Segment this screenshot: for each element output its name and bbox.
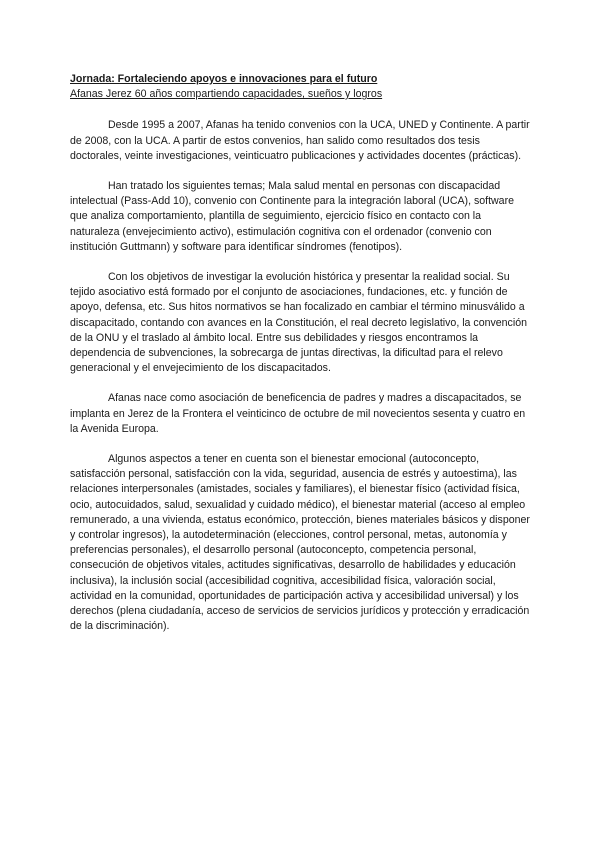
document-subtitle: Afanas Jerez 60 años compartiendo capacidades, sueños y logros xyxy=(70,88,383,101)
paragraph-objetivos: Con los objetivos de investigar la evolución histórica y presentar la realidad social. Su tejido asociativo está formado por el conjunto de asociaciones, fundaciones, etc. y función de apoyo, defensa, etc. Sus hitos normativos se han focalizado en cambiar el término minusválido a discapacitado, contando con avances en la Constitución, el real decreto legislativo, la convención de la ONU y el traslado al ámbito local. Entre sus debilidades y riesgos encontramos la dependencia de subvenciones, la sobrecarga de juntas directivas, la dificultad para el relevo generacional y el envejecimiento de los discapacitados. xyxy=(70,271,527,375)
document-title: Jornada: Fortaleciendo apoyos e innovaciones para el futuro xyxy=(70,73,378,85)
paragraph-aspectos: Algunos aspectos a tener en cuenta son el bienestar emocional (autoconcepto, satisfacción personal, satisfacción con la vida, seguridad, ausencia de estrés y autoestima), las relaciones interpersonales (amistades, sociales y familiares), el bienestar físico (actividad física, ocio, autocuidados, salud, sexualidad y cuidado médico), el bienestar material (acceso al empleo remunerado, a una vivienda, estatus económico, protección, bienes materiales básicos y disponer y controlar ingresos), la autodeterminación (elecciones, control personal, metas, autonomía y preferencias personales), el desarrollo personal (autoconcepto, competencia personal, consecución de objetivos vitales, actitudes significativas, desarrollo de habilidades y educación inclusiva), la inclusión social (accesibilidad cognitiva, accesibilidad física, valoración social, actividad en la comunidad, oportunidades de participación activa y accesibilidad universal) y los derechos (plena ciudadanía, acceso de servicios de servicios jurídicos y protección y erradicación de la discriminación). xyxy=(70,453,530,633)
paragraph-convenios: Desde 1995 a 2007, Afanas ha tenido convenios con la UCA, UNED y Continente. A partir de 2008, con la UCA. A partir de estos convenios, han salido como resultados dos tesis doctorales, veinte investigaciones, veinticuatro publicaciones y actividades docentes (prácticas). xyxy=(70,119,530,162)
paragraph-origen: Afanas nace como asociación de beneficencia de padres y madres a discapacitados, se implanta en Jerez de la Frontera el veinticinco de octubre de mil novecientos sesenta y cuatro en la Avenida Europa. xyxy=(70,392,526,435)
paragraph-temas: Han tratado los siguientes temas; Mala salud mental en personas con discapacidad intelectual (Pass-Add 10), convenio con Continente para la integración laboral (UCA), software que analiza comportamiento, plantilla de seguimiento, ejercicio físico en contacto con la naturaleza (envejecimiento activo), estimulación cognitiva con el ordenador (convenio con institución Guttmann) y software para identificar síndromes (fenotipos). xyxy=(70,180,514,253)
document-page xyxy=(70,72,532,650)
